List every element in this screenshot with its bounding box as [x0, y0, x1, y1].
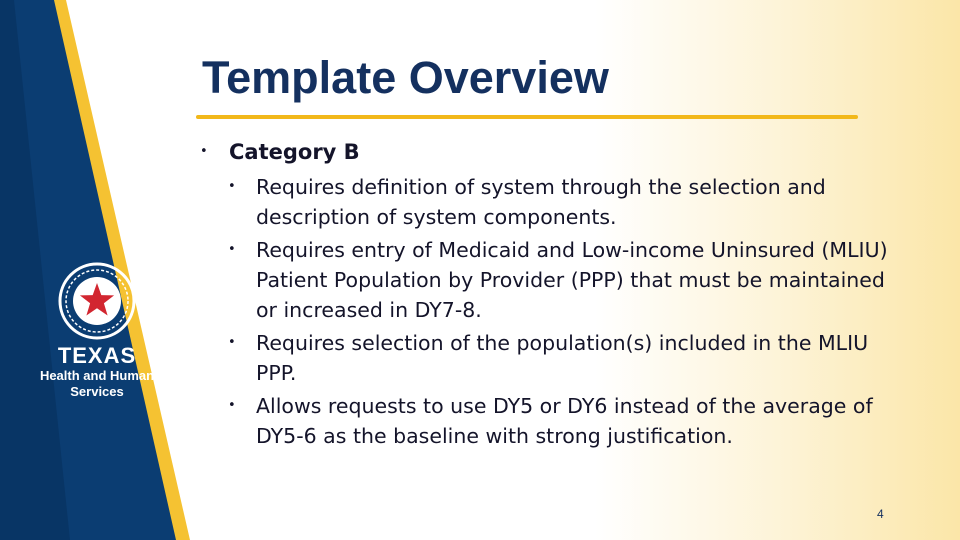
bullet-icon: • [228, 242, 236, 257]
slide-title: Template Overview [202, 52, 609, 103]
page-number: 4 [877, 507, 884, 521]
bullet-icon: • [200, 144, 208, 159]
sub-bullet-item [200, 172, 890, 232]
title-underline [196, 115, 858, 119]
texas-hhs-logo [22, 262, 172, 400]
bullet-icon: • [228, 335, 236, 350]
bullet-icon: • [228, 398, 236, 413]
logo-texas-text: TEXAS [57, 343, 137, 368]
logo-hhs-text-line2: Services [70, 384, 124, 399]
slide-content [200, 138, 890, 454]
sub-bullet-text: Requires selection of the population(s) included in the MLIU PPP. [256, 331, 869, 385]
bullet-category-b [200, 138, 890, 166]
sub-bullet-item [200, 328, 890, 388]
bullet-text: Category B [229, 140, 360, 164]
bullet-icon: • [228, 179, 236, 194]
sub-bullet-text: Requires definition of system through the selection and description of system components. [256, 175, 826, 229]
sub-bullet-text: Requires entry of Medicaid and Low-income Uninsured (MLIU) Patient Population by Provider (PPP) that must be maintained or increased in DY7-8. [256, 238, 888, 322]
sub-bullet-item [200, 391, 890, 451]
texas-seal-icon [58, 262, 136, 340]
logo-hhs-text-line1: Health and Human [39, 368, 155, 383]
sub-bullet-item [200, 235, 890, 325]
sub-bullet-text: Allows requests to use DY5 or DY6 instead of the average of DY5-6 as the baseline with strong justification. [256, 394, 873, 448]
sub-bullet-list [200, 172, 890, 451]
